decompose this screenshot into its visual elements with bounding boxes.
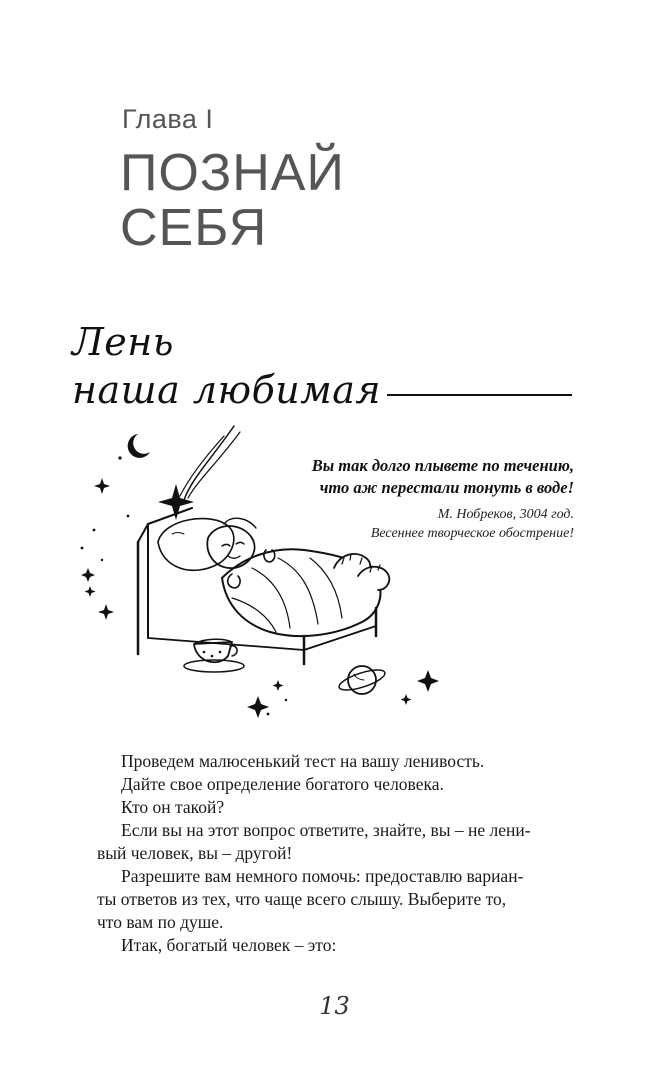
paragraph-3: Кто он такой? <box>121 797 225 817</box>
epigraph-quote <box>214 455 574 499</box>
chapter-title-line-1: ПОЗНАЙ <box>120 144 345 202</box>
paragraph-2: Дайте свое определение богатого человека. <box>121 774 444 794</box>
section-title-line-2-row <box>72 366 572 414</box>
paragraph-1: Проведем малюсенький тест на вашу ленивость. <box>121 751 485 771</box>
body-text <box>97 750 577 957</box>
chapter-title <box>120 146 345 256</box>
moon-icon <box>128 434 150 458</box>
paragraph-5-line-1: Разрешите вам немного помочь: предоставлю вариан- <box>121 866 524 886</box>
epigraph-source-line-2: Весеннее творческое обострение! <box>370 526 574 541</box>
paragraph-4-line-1: Если вы на этот вопрос ответите, знайте, вы – не лени- <box>121 820 531 840</box>
epigraph-quote-line-2: что аж перестали тонуть в воде! <box>319 478 574 497</box>
paragraph-5-line-2: ты ответов из тех, что чаще всего слышу. Выберите то, <box>97 889 507 909</box>
section-title <box>72 318 572 414</box>
epigraph <box>214 455 574 543</box>
page-number: 13 <box>319 992 350 1020</box>
section-title-rule <box>387 394 572 396</box>
chapter-title-line-2: СЕБЯ <box>120 199 268 257</box>
bed-frame <box>138 508 192 542</box>
teacup-icon <box>194 642 232 662</box>
paragraph-4-line-2: вый человек, вы – другой! <box>97 843 293 863</box>
epigraph-source-line-1: М. Нобреков, 3004 год. <box>437 507 574 522</box>
epigraph-quote-line-1: Вы так долго плывете по течению, <box>311 456 574 475</box>
section-title-line-1: Лень <box>72 320 174 364</box>
paragraph-6: Итак, богатый человек – это: <box>121 935 337 955</box>
section-title-line-2: наша любимая <box>72 368 382 412</box>
paragraph-5-line-3: что вам по душе. <box>97 912 224 932</box>
epigraph-source <box>214 505 574 543</box>
chapter-label: Глава I <box>122 104 214 134</box>
